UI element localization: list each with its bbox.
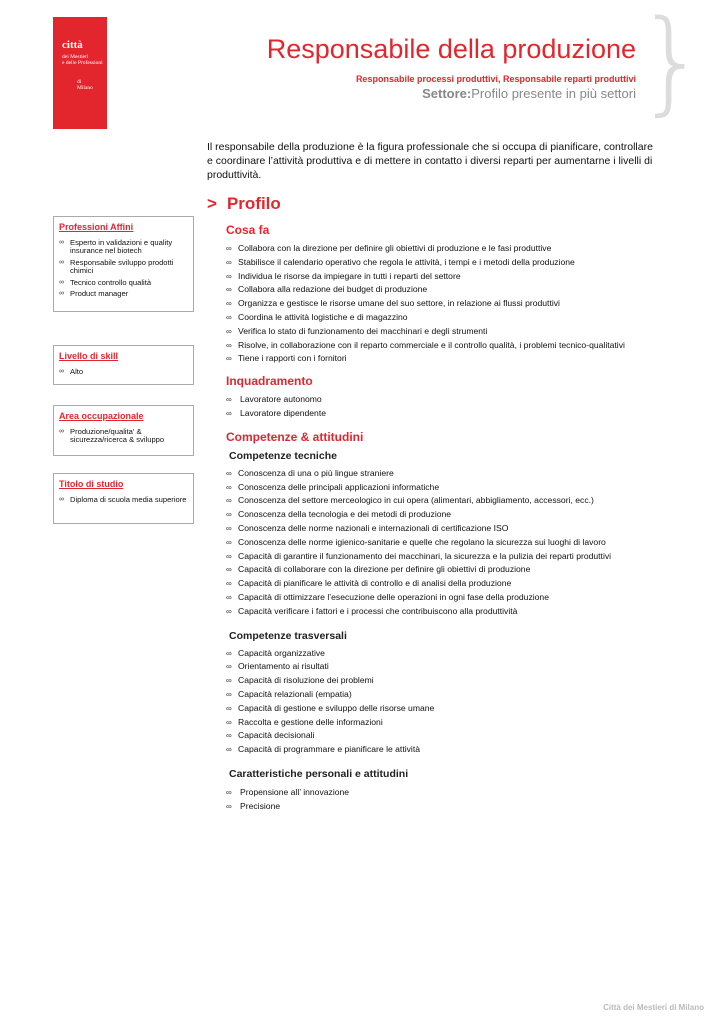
logo-line2b: e delle Professioni — [62, 60, 103, 66]
sector-label: Settore: — [422, 86, 472, 101]
list-item-text: Produzione/qualita' & sicurezza/ricerca & sviluppo — [70, 427, 165, 445]
bullet-icon: ∞ — [226, 676, 232, 686]
list-item — [226, 283, 696, 297]
list-item — [59, 290, 187, 298]
livello-skill-list — [59, 368, 187, 376]
list-item-text: Lavoratore autonomo — [240, 394, 322, 405]
list-item — [226, 311, 696, 325]
bullet-icon: ∞ — [59, 290, 64, 298]
list-item — [226, 393, 696, 407]
list-item-text: Coordina le attività logistiche e di magazzino — [238, 311, 408, 322]
list-item-text: Alto — [70, 367, 84, 376]
list-item-text: Esperto in validazioni e quality insurance nel biotech — [70, 238, 173, 256]
bullet-icon: ∞ — [226, 787, 232, 797]
list-item — [59, 368, 187, 376]
list-item-text: Conoscenza del settore merceologico in cui opera (alimentari, abbigliamento, accessori, ecc.) — [238, 495, 594, 506]
titolo-studio-heading: Titolo di studio — [59, 479, 124, 489]
list-item — [226, 550, 696, 564]
list-item — [226, 522, 696, 536]
list-item-text: Capacità di ottimizzare l’esecuzione delle operazioni in ogni fase della produzione — [238, 591, 549, 602]
bullet-icon: ∞ — [226, 408, 232, 418]
list-item — [226, 729, 696, 743]
page-subtitle: Responsabile processi produttivi, Responsabile reparti produttivi — [355, 74, 636, 84]
list-item — [226, 297, 696, 311]
list-item-text: Diploma di scuola media superiore — [70, 495, 187, 504]
list-item — [59, 239, 187, 256]
bullet-icon: ∞ — [59, 258, 64, 266]
bullet-icon: ∞ — [226, 510, 232, 520]
list-item-text: Raccolta e gestione delle informazioni — [238, 716, 383, 727]
list-item — [59, 428, 187, 445]
list-item — [226, 702, 696, 716]
list-item — [226, 352, 696, 366]
bullet-icon: ∞ — [226, 592, 232, 602]
list-item-text: Capacità di programmare e pianificare le attività — [238, 744, 420, 755]
list-item-text: Capacità di pianificare le attività di controllo e di analisi della produzione — [238, 578, 512, 589]
inquadramento-list — [226, 393, 696, 421]
list-item-text: Individua le risorse da impiegare in tutti i reparti del settore — [238, 270, 461, 281]
bullet-icon: ∞ — [226, 745, 232, 755]
list-item — [226, 407, 696, 421]
list-item — [226, 688, 696, 702]
bullet-icon: ∞ — [226, 244, 232, 253]
livello-skill-heading: Livello di skill — [59, 351, 119, 361]
box-area-occupazionale — [53, 405, 194, 456]
list-item-text: Orientamento ai risultati — [238, 661, 329, 672]
bullet-icon: ∞ — [59, 368, 64, 375]
bullet-icon: ∞ — [226, 579, 232, 589]
bullet-icon: ∞ — [226, 496, 232, 506]
list-item — [226, 242, 696, 256]
profile-heading — [207, 194, 281, 214]
list-item-text: Precisione — [240, 800, 281, 811]
list-item-text: Conoscenza delle principali applicazioni informatiche — [238, 481, 440, 492]
profile-heading-text: Profilo — [226, 194, 281, 213]
list-item-text: Capacità organizzative — [238, 647, 325, 658]
bullet-icon: ∞ — [226, 537, 232, 547]
box-titolo-studio — [53, 473, 194, 524]
sector-value: Profilo presente in più settori — [471, 86, 636, 101]
list-item-text: Capacità di risoluzione dei problemi — [238, 675, 374, 686]
list-item — [226, 786, 696, 800]
footer-text: Città dei Mestieri di Milano — [603, 1003, 704, 1012]
sector-line — [422, 86, 636, 101]
bullet-icon: ∞ — [226, 326, 232, 336]
bullet-icon: ∞ — [226, 703, 232, 713]
list-item — [59, 496, 187, 504]
list-item-text: Conoscenza della tecnologia e dei metodi di produzione — [238, 509, 452, 520]
bullet-icon: ∞ — [226, 354, 232, 364]
list-item — [226, 577, 696, 591]
inquadramento-heading: Inquadramento — [226, 374, 313, 389]
list-item-text: Conoscenza delle norme nazionali e internazionali di certificazione ISO — [238, 522, 509, 533]
list-item — [59, 259, 187, 276]
bullet-icon: ∞ — [59, 496, 64, 503]
list-item — [59, 279, 187, 287]
area-occupazionale-heading: Area occupazionale — [59, 411, 144, 421]
bullet-icon: ∞ — [226, 565, 232, 575]
bullet-icon: ∞ — [226, 340, 232, 350]
area-occupazionale-list — [59, 428, 187, 445]
list-item-text: Capacità verificare i fattori e i processi che contribuiscono alla produttività — [238, 605, 518, 616]
caratteristiche-list — [226, 786, 696, 814]
list-item — [226, 563, 696, 577]
bullet-icon: ∞ — [226, 731, 232, 741]
logo-line1: città — [62, 39, 83, 51]
list-item — [226, 800, 696, 814]
list-item-text: Collabora alla redazione dei budget di produzione — [238, 284, 428, 295]
list-item-text: Stabilisce il calendario operativo che regola le attività, i tempi e i metodi della produzione — [238, 256, 575, 267]
bullet-icon: ∞ — [226, 689, 232, 699]
bullet-icon: ∞ — [226, 482, 232, 492]
list-item — [226, 508, 696, 522]
bullet-icon: ∞ — [226, 285, 232, 295]
list-item-text: Capacità di collaborare con la direzione per definire gli obiettivi di produzione — [238, 564, 531, 575]
competenze-heading: Competenze & attitudini — [226, 429, 364, 444]
logo-line3a: di — [77, 79, 82, 85]
caratteristiche-heading: Caratteristiche personali e attitudini — [229, 767, 409, 780]
profile-marker: > — [207, 194, 217, 213]
logo-line2 — [62, 54, 103, 66]
bullet-icon: ∞ — [226, 606, 232, 616]
logo-line3b: Milano — [77, 85, 93, 91]
list-item — [226, 605, 696, 619]
bullet-icon: ∞ — [226, 523, 232, 533]
list-item-text: Conoscenza delle norme igienico-sanitarie e quelle che regolano la sicurezza sui luoghi di lavoro — [238, 536, 606, 547]
professioni-affini-list — [59, 239, 187, 298]
list-item-text: Capacità decisionali — [238, 730, 315, 741]
bullet-icon: ∞ — [226, 312, 232, 322]
list-item-text: Collabora con la direzione per definire gli obiettivi di produzione e le fasi produttive — [238, 243, 552, 253]
list-item — [226, 743, 696, 757]
titolo-studio-list — [59, 496, 187, 504]
list-item-text: Capacità di gestione e sviluppo delle risorse umane — [238, 702, 435, 713]
bullet-icon: ∞ — [226, 271, 232, 281]
bullet-icon: ∞ — [226, 551, 232, 561]
list-item — [226, 467, 696, 481]
list-item — [226, 256, 696, 270]
bullet-icon: ∞ — [59, 239, 64, 246]
list-item — [226, 270, 696, 284]
bullet-icon: ∞ — [226, 257, 232, 267]
list-item-text: Tiene i rapporti con i fornitori — [238, 353, 347, 364]
competenze-tecniche-heading: Competenze tecniche — [229, 449, 337, 462]
bullet-icon: ∞ — [226, 648, 232, 658]
list-item-text: Capacità relazionali (empatia) — [238, 688, 352, 699]
list-item-text: Risolve, in collaborazione con il reparto commerciale e il controllo qualità, i problemi tecnico-qualitativi — [238, 339, 625, 350]
list-item-text: Conoscenza di una o più lingue straniere — [238, 467, 394, 478]
competenze-trasversali-heading: Competenze trasversali — [229, 629, 347, 642]
list-item-text: Tecnico controllo qualità — [70, 277, 152, 287]
profile-content — [226, 222, 696, 814]
list-item-text: Propensione all’ innovazione — [240, 786, 350, 797]
list-item — [226, 481, 696, 495]
list-item — [226, 339, 696, 353]
list-item — [226, 536, 696, 550]
cosa-fa-heading: Cosa fa — [226, 223, 270, 237]
list-item — [226, 494, 696, 508]
list-item-text: Organizza e gestisce le risorse umane del suo settore, in relazione ai flussi produttivi — [238, 298, 560, 309]
bullet-icon: ∞ — [226, 468, 232, 478]
page-title: Responsabile della produzione — [266, 34, 636, 64]
list-item — [226, 716, 696, 730]
list-item — [226, 647, 696, 661]
intro-paragraph: Il responsabile della produzione è la figura professionale che si occupa di pianificare, controllare e coordinare l’attività produttiva e di mettere in contatto i diversi reparti per aumentarne i livelli di produttività. — [207, 141, 653, 181]
bullet-icon: ∞ — [59, 428, 64, 435]
box-professioni-affini — [53, 216, 194, 312]
bullet-icon: ∞ — [226, 395, 232, 405]
competenze-trasversali-list — [226, 647, 696, 757]
logo — [53, 17, 107, 129]
list-item-text: Lavoratore dipendente — [240, 407, 327, 418]
list-item-text: Product manager — [70, 289, 129, 299]
list-item — [226, 591, 696, 605]
competenze-tecniche-list — [226, 467, 696, 619]
bullet-icon: ∞ — [59, 278, 64, 286]
bullet-icon: ∞ — [226, 801, 232, 811]
logo-line3 — [77, 79, 93, 91]
list-item-text: Responsabile sviluppo prodotti chimici — [70, 257, 174, 276]
logo-line2a: dei Mestieri — [62, 54, 89, 60]
professioni-affini-heading: Professioni Affini — [59, 222, 134, 232]
list-item-text: Capacità di garantire il funzionamento dei macchinari, la sicurezza e la pulizia dei reparti produttivi — [238, 550, 612, 561]
decorative-brace-icon: } — [636, 0, 708, 127]
list-item — [226, 674, 696, 688]
box-livello-skill — [53, 345, 194, 385]
list-item — [226, 325, 696, 339]
list-item — [226, 660, 696, 674]
cosa-fa-list — [226, 242, 696, 366]
list-item-text: Verifica lo stato di funzionamento dei macchinari e degli strumenti — [238, 325, 488, 336]
bullet-icon: ∞ — [226, 299, 232, 309]
bullet-icon: ∞ — [226, 717, 232, 727]
bullet-icon: ∞ — [226, 662, 232, 672]
